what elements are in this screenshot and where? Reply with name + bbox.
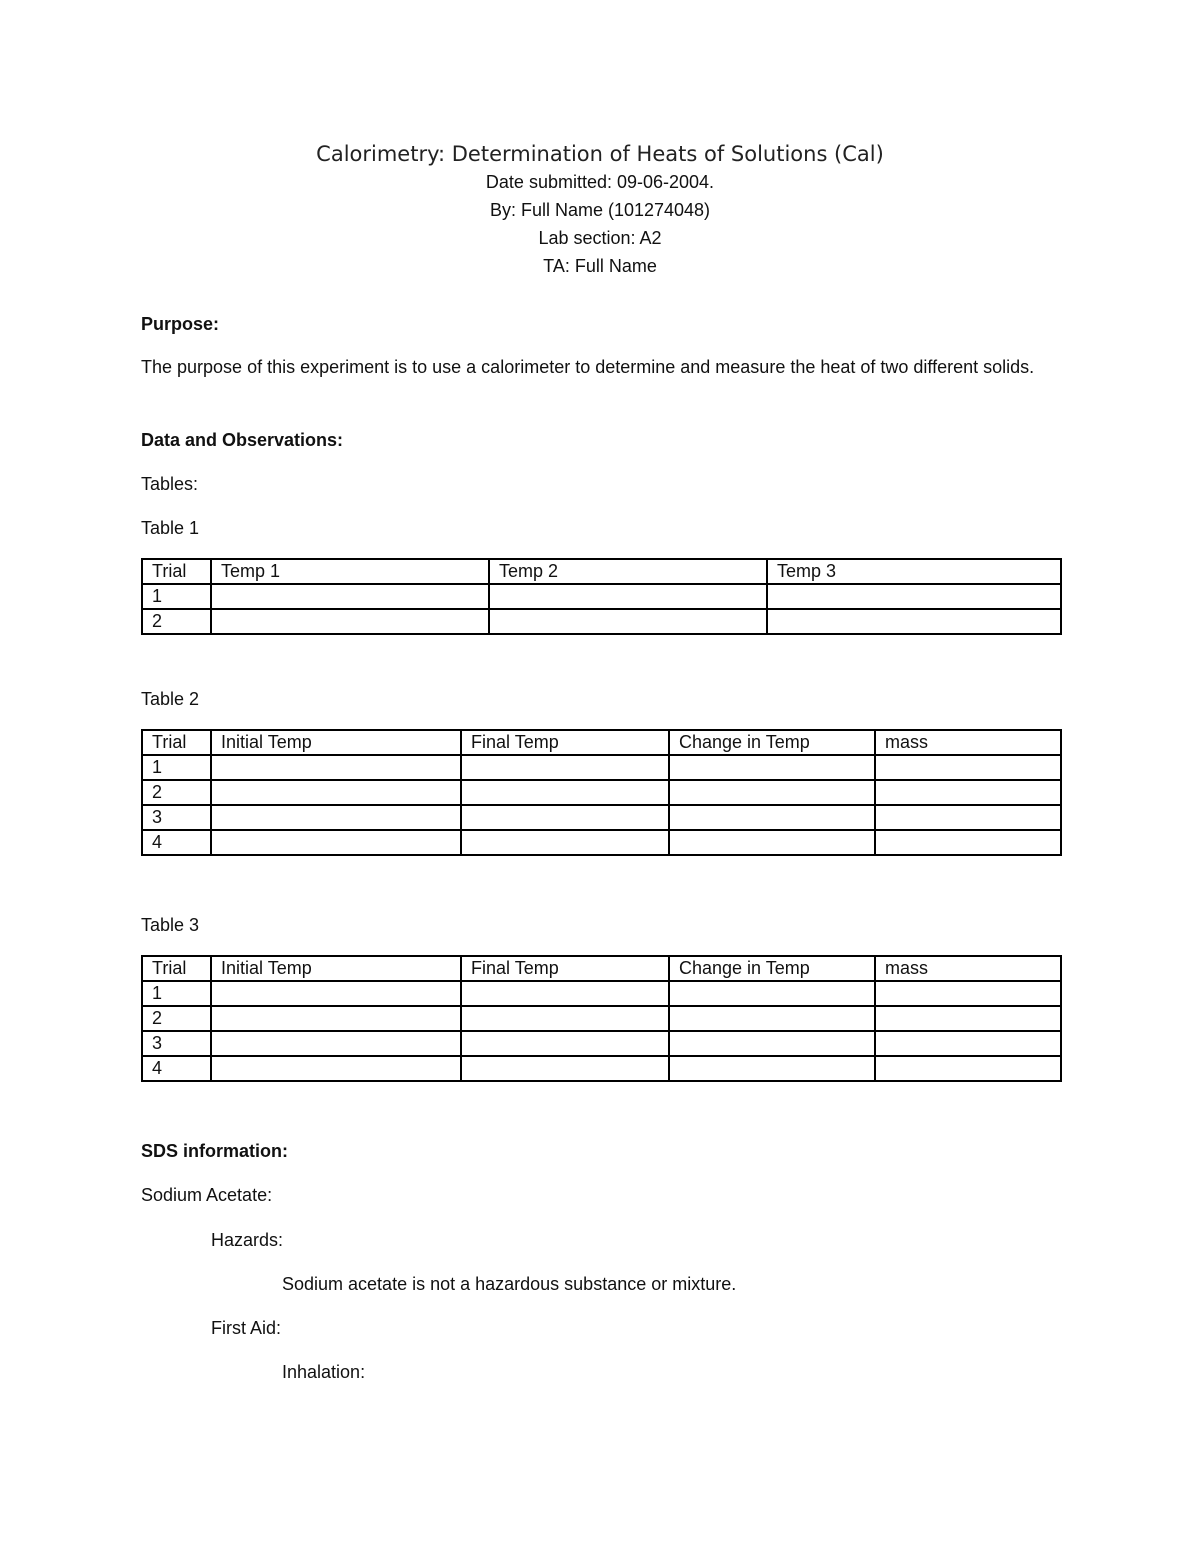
trial-cell: 1 [142,981,211,1006]
inhalation-label: Inhalation: [282,1362,366,1382]
empty-cell [669,1056,875,1081]
empty-cell [669,1031,875,1056]
empty-cell [767,584,1061,609]
empty-cell [461,1031,669,1056]
trial-cell: 1 [142,755,211,780]
empty-cell [875,1056,1061,1081]
table3 [141,955,1062,1082]
sds-compound: Sodium Acetate: [141,1185,273,1205]
trial-cell: 2 [142,780,211,805]
header-cell: Trial [142,956,211,981]
table1-caption: Table 1 [141,518,200,538]
tables-label: Tables: [141,474,199,494]
table-row [142,805,1061,830]
table-row [142,584,1061,609]
data-observations-heading: Data and Observations: [141,430,344,450]
empty-cell [489,609,767,634]
table-row [142,780,1061,805]
empty-cell [211,609,489,634]
trial-cell: 2 [142,609,211,634]
table-header-row [142,559,1061,584]
header-cell: mass [875,730,1061,755]
header-cell: Change in Temp [669,730,875,755]
table-row [142,1006,1061,1031]
table-row [142,755,1061,780]
table-header-row [142,730,1061,755]
empty-cell [461,830,669,855]
table-row [142,1031,1061,1056]
empty-cell [211,805,461,830]
table-row [142,609,1061,634]
trial-cell: 2 [142,1006,211,1031]
empty-cell [461,1056,669,1081]
empty-cell [461,1006,669,1031]
author-line: By: Full Name (101274048) [489,200,711,220]
header-cell: Trial [142,559,211,584]
table1 [141,558,1062,635]
trial-cell: 1 [142,584,211,609]
empty-cell [461,981,669,1006]
header-cell: Temp 3 [767,559,1061,584]
empty-cell [211,755,461,780]
empty-cell [669,805,875,830]
hazards-text: Sodium acetate is not a hazardous substance or mixture. [282,1274,737,1294]
empty-cell [875,805,1061,830]
table2 [141,729,1062,856]
sds-heading: SDS information: [141,1141,288,1161]
table-row [142,830,1061,855]
empty-cell [211,1031,461,1056]
header-cell: mass [875,956,1061,981]
empty-cell [875,755,1061,780]
empty-cell [211,1056,461,1081]
date-submitted: Date submitted: 09-06-2004. [485,172,715,192]
empty-cell [767,609,1061,634]
hazards-label: Hazards: [211,1230,284,1250]
empty-cell [875,830,1061,855]
table-header-row [142,956,1061,981]
purpose-heading: Purpose: [141,314,220,334]
empty-cell [211,1006,461,1031]
header-cell: Final Temp [461,730,669,755]
header-cell: Temp 2 [489,559,767,584]
empty-cell [211,780,461,805]
empty-cell [875,981,1061,1006]
trial-cell: 4 [142,1056,211,1081]
document-title: Calorimetry: Determination of Heats of Solutions (Cal) [316,142,884,166]
empty-cell [875,1031,1061,1056]
table-row [142,981,1061,1006]
empty-cell [461,805,669,830]
table-row [142,1056,1061,1081]
empty-cell [461,755,669,780]
header-cell: Initial Temp [211,956,461,981]
empty-cell [669,830,875,855]
header-cell: Trial [142,730,211,755]
empty-cell [669,981,875,1006]
ta-line: TA: Full Name [543,256,657,276]
table3-caption: Table 3 [141,915,200,935]
table2-caption: Table 2 [141,689,200,709]
header-cell: Final Temp [461,956,669,981]
first-aid-label: First Aid: [211,1318,282,1338]
empty-cell [669,755,875,780]
trial-cell: 3 [142,1031,211,1056]
empty-cell [875,780,1061,805]
header-cell: Initial Temp [211,730,461,755]
empty-cell [489,584,767,609]
empty-cell [461,780,669,805]
empty-cell [875,1006,1061,1031]
purpose-text: The purpose of this experiment is to use a calorimeter to determine and measure the heat of two different solids. [141,357,1035,377]
trial-cell: 4 [142,830,211,855]
trial-cell: 3 [142,805,211,830]
header-cell: Change in Temp [669,956,875,981]
empty-cell [211,830,461,855]
empty-cell [211,981,461,1006]
lab-section: Lab section: A2 [538,228,662,248]
empty-cell [669,780,875,805]
empty-cell [669,1006,875,1031]
header-cell: Temp 1 [211,559,489,584]
empty-cell [211,584,489,609]
